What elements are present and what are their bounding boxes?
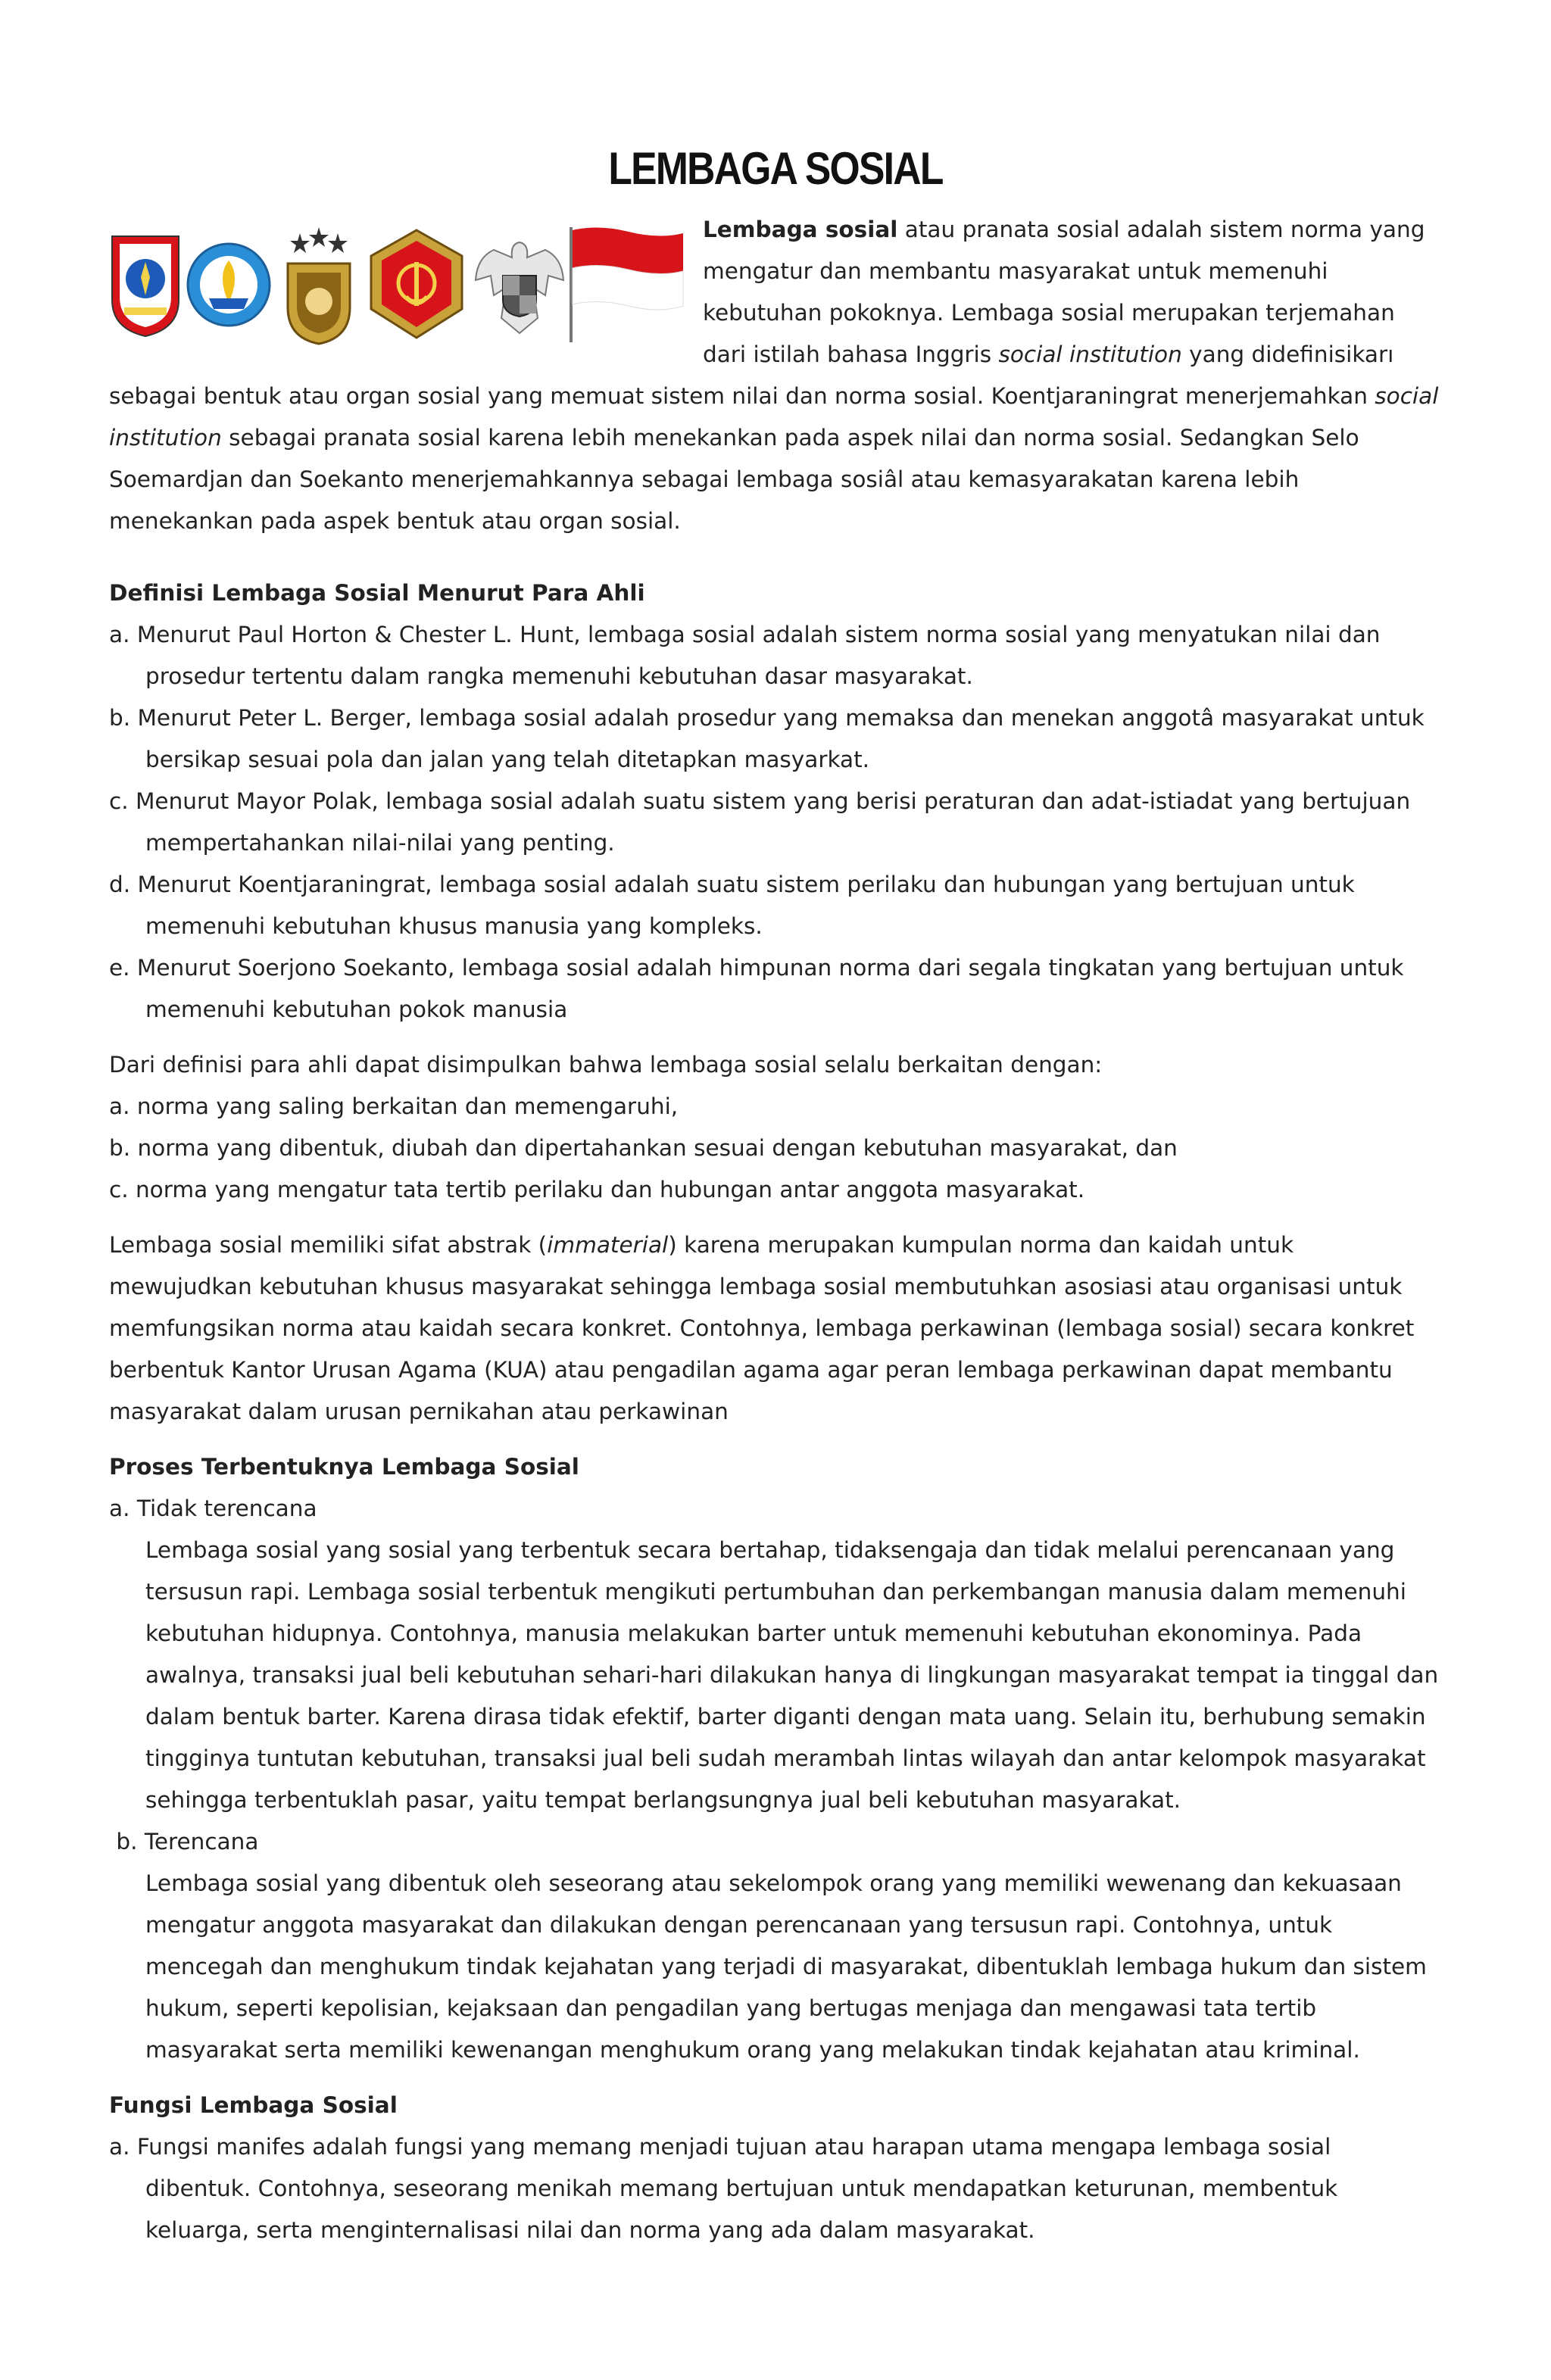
- proses-a-label: a. Tidak terencana: [109, 1496, 317, 1521]
- definisi-heading: Definisi Lembaga Sosial Menurut Para Ahli: [109, 580, 645, 606]
- kesimpulan-item: b. norma yang dibentuk, diubah dan dipertahankan sesuai dengan kebutuhan masyarakat, dan: [109, 1135, 1178, 1161]
- tni-emblem: [368, 227, 465, 341]
- intro-term-italic: social institution: [998, 342, 1182, 367]
- definisi-item: e. Menurut Soerjono Soekanto, lembaga sosial adalah himpunan norma dari segala tingkatan yang bertujuan untuk memenuhi kebutuhan pokok manusia: [109, 955, 1404, 1022]
- polri-emblem: [277, 224, 360, 345]
- kesimpulan-intro: Dari definisi para ahli dapat disimpulkan bahwa lembaga sosial selalu berkaitan dengan:: [109, 1052, 1103, 1078]
- abstrak-term-italic: immaterial: [547, 1232, 669, 1258]
- proses-a-text: Lembaga sosial yang sosial yang terbentuk secara bertahap, tidaksengaja dan tidak melalui perencanaan yang tersusun rapi. Lembaga sosial terbentuk mengikuti pertumbuhan dan perkembangan manusia dalam memenuhi kebutuhan hidupnya. Contohnya, manusia melakukan barter untuk memenuhi kebutuhan ekonominya. Pada awalnya, transaksi jual beli kebutuhan sehari-hari dilakukan hanya di lingkungan masyarakat tempat ia tinggal dan dalam bentuk barter. Karena dirasa tidak efektif, barter diganti dengan mata uang. Selain itu, berhubung semakin tingginya tuntutan kebutuhan, transaksi jual beli sudah merambah lintas wilayah dan antar kelompok masyarakat sehingga terbentuklah pasar, yaitu tempat berlangsungnya jual beli kebutuhan masyarakat.: [145, 1537, 1439, 1813]
- fungsi-item: a. Fungsi manifes adalah fungsi yang memang menjadi tujuan atau harapan utama mengapa lembaga sosial dibentuk. Contohnya, seseorang menikah memang bertujuan untuk mendapatkan keturunan, membentuk keluarga, serta menginternalisasi nilai dan norma yang ada dalam masyarakat.: [109, 2134, 1338, 2243]
- definisi-item: d. Menurut Koentjaraningrat, lembaga sosial adalah suatu sistem perilaku dan hubungan yang bertujuan untuk memenuhi kebutuhan khusus manusia yang kompleks.: [109, 872, 1355, 939]
- abstrak-paragraph: [109, 1224, 1442, 1433]
- document-body: [109, 559, 1442, 2251]
- intro-paragraph-rest: [109, 376, 1442, 542]
- page-title: LEMBAGA SOSIAL: [608, 143, 943, 195]
- definisi-item: c. Menurut Mayor Polak, lembaga sosial adalah suatu sistem yang berisi peraturan dan adat-istiadat yang bertujuan mempertahankan nilai-nilai yang penting.: [109, 788, 1411, 856]
- intro-text-a: atau pranata sosial adalah sistem norma yang mengatur dan membantu masyarakat untuk memenuhi kebutuhan pokoknya. Lembaga sosial merupakan terjemahan dari istilah bahasa Inggris: [703, 217, 1425, 367]
- intro-rest-term-italic: social institution: [109, 383, 1439, 451]
- intro-lead-bold: Lembaga sosial: [703, 217, 898, 242]
- intro-text-b: yang didefinisikarı: [1181, 342, 1394, 367]
- intro-rest-b: sebagai pranata sosial karena lebih menekankan pada aspek nilai dan norma sosial. Sedangkan Selo Soemardjan dan Soekanto menerjemahkannya sebagai lembaga sosiâl atau kemasyarakatan karena lebih menekankan pada aspek bentuk atau organ sosial.: [109, 425, 1359, 534]
- proses-b-label: b. Terencana: [109, 1829, 259, 1854]
- proses-b-text: Lembaga sosial yang dibentuk oleh seseorang atau sekelompok orang yang memiliki wewenang dan kekuasaan mengatur anggota masyarakat dan dilakukan dengan perencanaan yang tersusun rapi. Contohnya, untuk mencegah dan menghukum tindak kejahatan yang terjadi di masyarakat, dibentuklah lembaga hukum dan sistem hukum, seperti kepolisian, kejaksaan dan pengadilan yang bertugas menjaga dan mengawasi tata tertib masyarakat serta memiliki kewenangan menghukum orang yang melakukan tindak kejahatan atau kriminal.: [145, 1870, 1427, 2063]
- fungsi-heading: Fungsi Lembaga Sosial: [109, 2092, 398, 2118]
- proses-heading: Proses Terbentuknya Lembaga Sosial: [109, 1454, 579, 1480]
- abstrak-text-a: Lembaga sosial memiliki sifat abstrak (: [109, 1232, 548, 1258]
- logo-strip: [109, 224, 685, 348]
- kesimpulan-item: a. norma yang saling berkaitan dan memengaruhi,: [109, 1093, 679, 1119]
- garuda-pancasila-emblem: [473, 227, 566, 341]
- intro-paragraph-first: [703, 209, 1442, 376]
- intro-rest-a: sebagai bentuk atau organ sosial yang memuat sistem nilai dan norma sosial. Koentjaraningrat menerjemahkan: [109, 383, 1375, 409]
- abstrak-text-b: ) karena merupakan kumpulan norma dan kaidah untuk mewujudkan kebutuhan khusus masyarakat sehingga lembaga sosial membutuhkan asosiasi atau organisasi untuk memfungsikan norma atau kaidah secara konkret. Contohnya, lembaga perkawinan (lembaga sosial) secara konkret berbentuk Kantor Urusan Agama (KUA) atau pengadilan agama agar peran lembaga perkawinan dapat membantu masyarakat dalam urusan pernikahan atau perkawinan: [109, 1232, 1415, 1424]
- tut-wuri-handayani-emblem: [186, 230, 271, 339]
- kesimpulan-item: c. norma yang mengatur tata tertib perilaku dan hubungan antar anggota masyarakat.: [109, 1177, 1085, 1202]
- definisi-item: b. Menurut Peter L. Berger, lembaga sosial adalah prosedur yang memaksa dan menekan anggotâ masyarakat untuk bersikap sesuai pola dan jalan yang telah ditetapkan masyarkat.: [109, 705, 1425, 772]
- indonesia-flag: [568, 224, 685, 345]
- pramuka-emblem: [109, 232, 182, 338]
- definisi-item: a. Menurut Paul Horton & Chester L. Hunt, lembaga sosial adalah sistem norma sosial yang menyatukan nilai dan prosedur tertentu dalam rangka memenuhi kebutuhan dasar masyarakat.: [109, 622, 1381, 689]
